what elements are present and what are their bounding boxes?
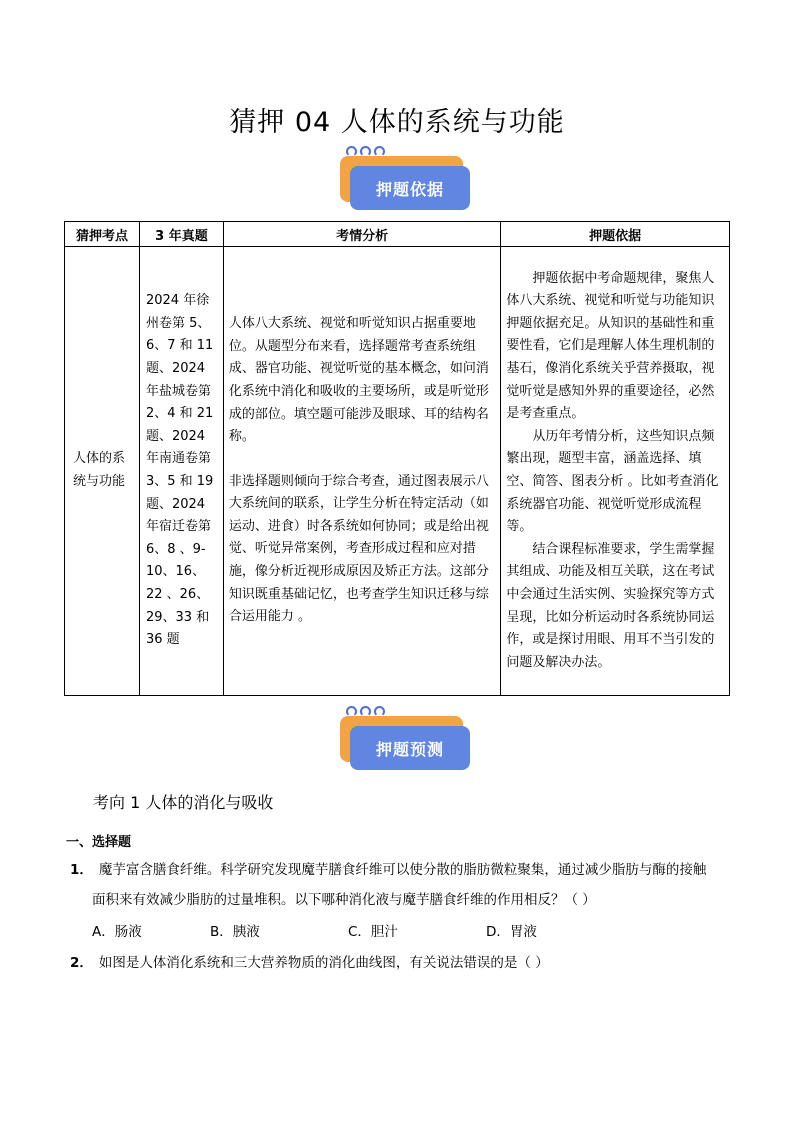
basis-table — [64, 221, 730, 696]
question-text: 如图是人体消化系统和三大营养物质的消化曲线图，有关说法错误的是（ ） — [98, 955, 549, 971]
page-title: 猜押 04 人体的系统与功能 — [229, 107, 565, 138]
question-2 — [70, 948, 730, 978]
basis-paragraph: 从历年考情分析，这些知识点频繁出现，题型丰富，涵盖选择、填空、简答、图表分析 。比如考查消化系统器官功能、视觉听觉形成流程等。 — [506, 428, 719, 535]
basis-paragraph: 押题依据中考命题规律，聚焦人体八大系统、视觉和听觉与功能知识押题依据充足。从知识的基础性和重要性看，它们是理解人体生理机制的基石，像消化系统关乎营养摄取，视觉听觉是感知外界的重要途径，必然是考查重点。 — [506, 270, 715, 422]
banner-label: 押题依据 — [350, 166, 470, 210]
cell-years — [139, 247, 223, 696]
question-number: 2． — [70, 955, 93, 971]
table-row — [65, 247, 730, 696]
topic-text: 人体的系统与功能 — [72, 451, 125, 489]
banner-basis — [340, 146, 470, 216]
basis-paragraph: 结合课程标准要求，学生需掌握其组成、功能及相互关联，这在考试中会通过生活实例、实验探究等方式呈现，比如分析运动时各系统协同运作，或是探讨用眼、用耳不当引发的问题及解决办法。 — [506, 541, 715, 670]
cell-topic — [65, 247, 140, 696]
header-analysis: 考情分析 — [223, 222, 500, 247]
banner-prediction — [340, 706, 470, 776]
cell-analysis — [223, 247, 500, 696]
subhead: 一、选择题 — [66, 835, 132, 850]
option-b[interactable]: B．胰液 — [210, 924, 260, 940]
question-number: 1． — [70, 862, 93, 878]
question-text: 魔芋富含膳食纤维。科学研究发现魔芋膳食纤维可以使分散的脂肪微粒聚集，通过减少脂肪与酶的接触 — [98, 862, 707, 878]
cell-basis — [501, 247, 730, 696]
analysis-paragraph: 人体八大系统、视觉和听觉知识占据重要地位。从题型分布来看，选择题常考查系统组成、器官功能、视觉听觉的基本概念，如问消化系统中消化和吸收的主要场所，或是听觉形成的部位。填空题可能涉及眼球、耳的结构名称。 — [228, 316, 489, 445]
section-title: 考向 1 人体的消化与吸收 — [93, 793, 274, 812]
header-years: 3 年真题 — [139, 222, 223, 247]
years-text: 2024 年徐州卷第 5、6、7 和 11 题、2024 年盐城卷第 2、4 和 21 题、2024 年南通卷第 3、5 和 19 题、2024 年宿迁卷第 6、8 、9-10、16、22 、26、29、33 和 36 题 — [145, 293, 214, 648]
question-1 — [70, 855, 730, 915]
option-a[interactable]: A．肠液 — [92, 924, 142, 940]
question-text: 面积来有效减少脂肪的过量堆积。以下哪种消化液与魔芋膳食纤维的作用相反？（ ） — [92, 892, 596, 908]
analysis-paragraph: 非选择题则倾向于综合考查，通过图表展示八大系统间的联系，让学生分析在特定活动（如运动、进食）时各系统如何协同；或是给出视觉、听觉异常案例，考查形成过程和应对措施，像分析近视形成原因及矫正方法。这部分知识既重基础记忆，也考查学生知识迁移与综合运用能力 。 — [228, 473, 489, 625]
banner-label: 押题预测 — [350, 726, 470, 770]
header-basis: 押题依据 — [501, 222, 730, 247]
header-topic: 猜押考点 — [65, 222, 140, 247]
option-c[interactable]: C．胆汁 — [348, 924, 398, 940]
option-d[interactable]: D．胃液 — [486, 924, 537, 940]
table-header-row — [65, 222, 730, 247]
